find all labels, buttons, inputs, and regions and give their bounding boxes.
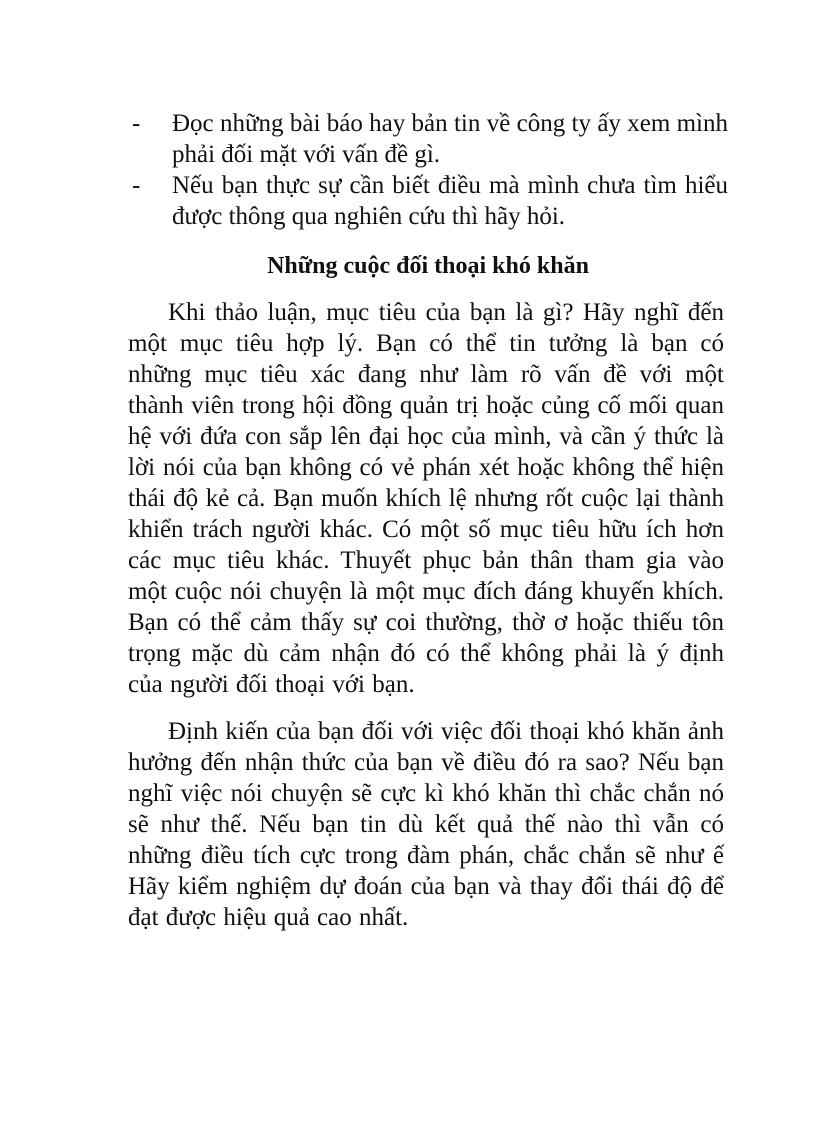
bullet-text: Đọc những bài báo hay bản tin về công ty ấy xem mình phải đối mặt với vấn đề gì.	[172, 110, 728, 168]
bullet-item	[128, 108, 728, 170]
bullet-list	[128, 108, 728, 232]
section-heading: Những cuộc đối thoại khó khăn	[267, 253, 589, 279]
bullet-dash: -	[132, 110, 141, 137]
bullet-dash: -	[132, 172, 141, 199]
body-paragraph: Định kiến của bạn đối với việc đối thoại khó khăn ảnh hưởng đến nhận thức của bạn về điều đó ra sao? Nếu bạn nghĩ việc nói chuyện sẽ cực kì khó khăn thì chắc chắn nó sẽ như thế. Nếu bạn tin dù kết quả thế nào thì vẫn có những điều tích cực trong đàm phán, chắc chắn sẽ như ế Hãy kiểm nghiệm dự đoán của bạn và thay đổi thái độ để đạt được hiệu quả cao nhất.	[128, 718, 724, 931]
bullet-text: Nếu bạn thực sự cần biết điều mà mình chưa tìm hiểu được thông qua nghiên cứu thì hãy hỏi.	[172, 172, 728, 230]
bullet-item	[128, 170, 728, 232]
body-paragraph: Khi thảo luận, mục tiêu của bạn là gì? Hãy nghĩ đến một mục tiêu hợp lý. Bạn có thể tin tưởng là bạn có những mục tiêu xác đang như làm rõ vấn đề với một thành viên trong hội đồng quản trị hoặc củng cố mối quan hệ với đứa con sắp lên đại học của mình, và cần ý thức là lời nói của bạn không có vẻ phán xét hoặc không thể hiện thái độ kẻ cả. Bạn muốn khích lệ nhưng rốt cuộc lại thành khiển trách người khác. Có một số mục tiêu hữu ích hơn các mục tiêu khác. Thuyết phục bản thân tham gia vào một cuộc nói chuyện là một mục đích đáng khuyến khích. Bạn có thể cảm thấy sự coi thường, thờ ơ hoặc thiếu tôn trọng mặc dù cảm nhận đó có thể không phải là ý định của người đối thoại với bạn.	[128, 299, 724, 698]
